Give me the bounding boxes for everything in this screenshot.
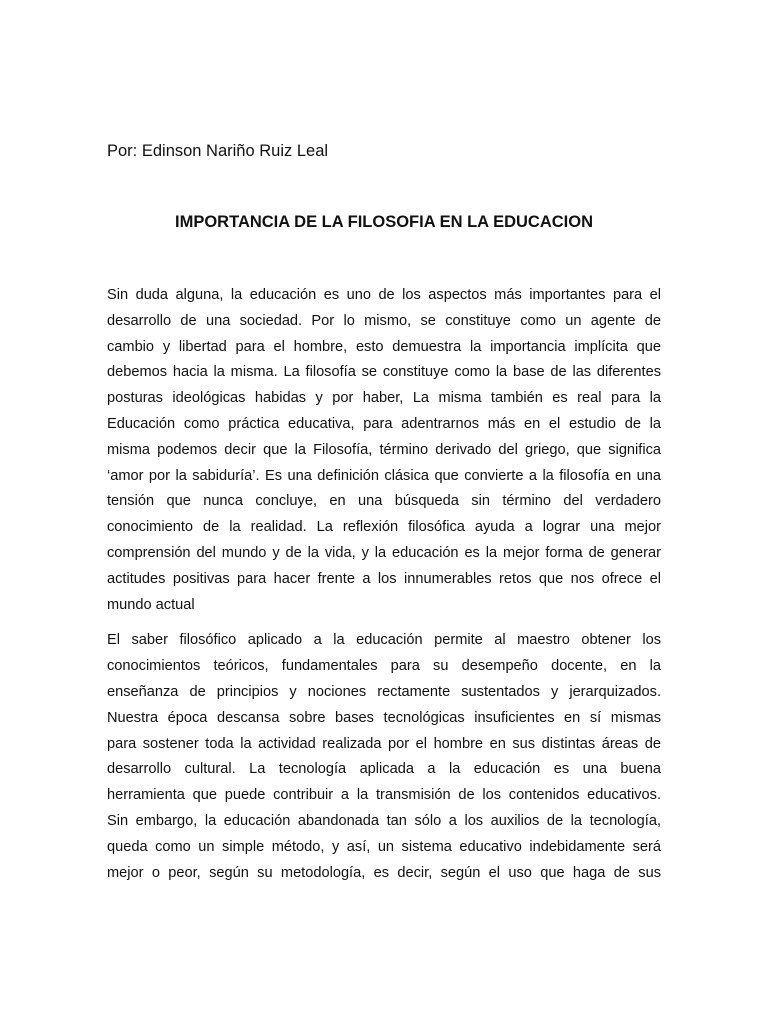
paragraph-2 bbox=[107, 628, 661, 886]
text-line: El saber filosófico aplicado a la educación permite al maestro obtener los bbox=[107, 632, 661, 649]
document-title: IMPORTANCIA DE LA FILOSOFIA EN LA EDUCACION bbox=[175, 213, 593, 231]
text-line: cambio y libertad para el hombre, esto demuestra la importancia implícita que bbox=[107, 338, 661, 355]
text-line: desarrollo cultural. La tecnología aplicada a la educación es una buena bbox=[107, 761, 661, 778]
text-line: comprensión del mundo y de la vida, y la educación es la mejor forma de generar bbox=[107, 544, 661, 561]
document-body bbox=[107, 283, 661, 886]
text-line: actitudes positivas para hacer frente a los innumerables retos que nos ofrece el bbox=[107, 570, 661, 587]
text-line: queda como un simple método, y así, un sistema educativo indebidamente será bbox=[107, 838, 661, 855]
text-line: herramienta que puede contribuir a la transmisión de los contenidos educativos. bbox=[107, 787, 661, 804]
text-line: Sin embargo, la educación abandonada tan sólo a los auxilios de la tecnología, bbox=[107, 812, 661, 829]
text-line: conocimiento de la realidad. La reflexión filosófica ayuda a lograr una mejor bbox=[107, 519, 661, 536]
text-line: Educación como práctica educativa, para adentrarnos más en el estudio de la bbox=[107, 415, 661, 432]
text-line: mundo actual bbox=[107, 596, 195, 613]
text-line: debemos hacia la misma. La filosofía se constituye como la base de las diferentes bbox=[107, 364, 661, 381]
paragraph-1 bbox=[107, 283, 661, 618]
text-line: mejor o peor, según su metodología, es decir, según el uso que haga de sus bbox=[107, 864, 661, 881]
author-line: Por: Edinson Nariño Ruiz Leal bbox=[107, 142, 329, 160]
text-line: desarrollo de una sociedad. Por lo mismo, se constituye como un agente de bbox=[107, 312, 661, 329]
text-line: tensión que nunca concluye, en una búsqueda sin término del verdadero bbox=[107, 493, 661, 510]
text-line: Nuestra época descansa sobre bases tecnológicas insuficientes en sí mismas bbox=[107, 709, 661, 726]
text-line: posturas ideológicas habidas y por haber, La misma también es real para la bbox=[107, 390, 661, 407]
text-line: Sin duda alguna, la educación es uno de los aspectos más importantes para el bbox=[107, 287, 661, 303]
text-line: misma podemos decir que la Filosofía, término derivado del griego, que significa bbox=[107, 441, 661, 458]
text-line: enseñanza de principios y nociones rectamente sustentados y jerarquizados. bbox=[107, 683, 661, 700]
text-line: para sostener toda la actividad realizada por el hombre en sus distintas áreas de bbox=[107, 735, 661, 752]
text-line: ‘amor por la sabiduría’. Es una definición clásica que convierte a la filosofía en una bbox=[107, 467, 661, 484]
text-line: conocimientos teóricos, fundamentales para su desempeño docente, en la bbox=[107, 658, 661, 675]
